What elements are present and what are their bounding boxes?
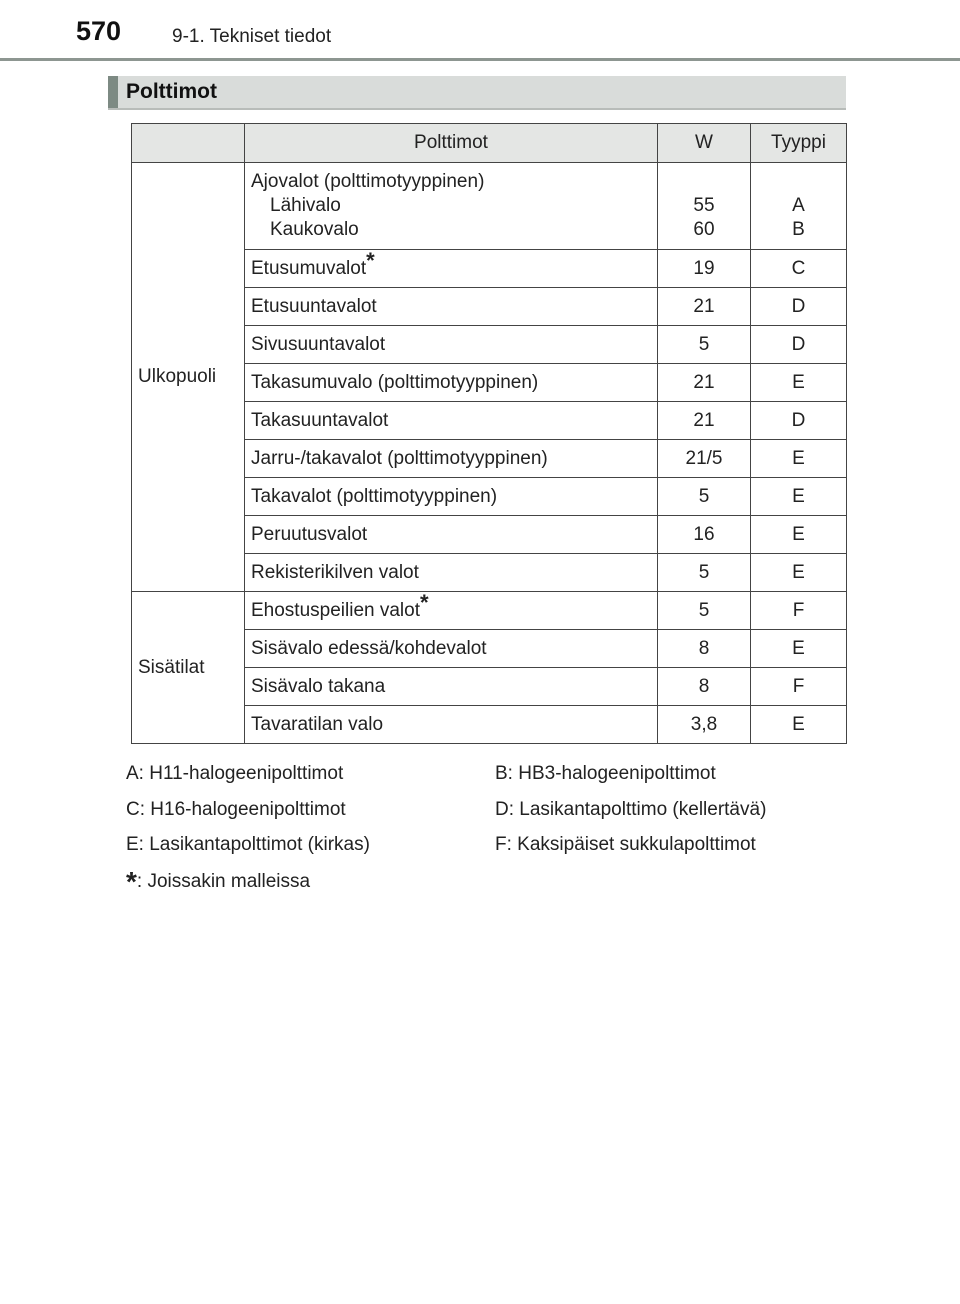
bulb-name-text: Ajovalot (polttimotyyppinen) (251, 171, 485, 192)
table-row (132, 592, 847, 630)
bulb-watts: 8 (658, 630, 751, 668)
bulb-name: Rekisterikilven valot (245, 554, 658, 592)
bulb-type: E (751, 364, 847, 402)
section-heading (108, 76, 846, 110)
bulb-table (131, 123, 847, 744)
bulb-watts (658, 163, 751, 250)
bulb-type: E (751, 516, 847, 554)
legend-item-d: D: Lasikantapolttimo (kellertävä) (495, 799, 767, 820)
header-corner (132, 124, 245, 163)
bulb-type: F (751, 668, 847, 706)
group-label-exterior: Ulkopuoli (132, 163, 245, 592)
bulb-type: C (751, 250, 847, 288)
bulb-watts: 16 (658, 516, 751, 554)
bulb-type: E (751, 478, 847, 516)
bulb-type: E (751, 554, 847, 592)
bulb-watts: 21 (658, 288, 751, 326)
bulb-name: Peruutusvalot (245, 516, 658, 554)
bulb-type (751, 163, 847, 250)
bulb-watts: 3,8 (658, 706, 751, 744)
bulb-watts: 21 (658, 364, 751, 402)
section-accent (108, 76, 118, 108)
bulb-type: D (751, 288, 847, 326)
footnote-marker: * (420, 590, 429, 616)
bulb-name (245, 250, 658, 288)
bulb-name: Sivusuuntavalot (245, 326, 658, 364)
header-bulbs: Polttimot (245, 124, 658, 163)
bulb-watts: 5 (658, 592, 751, 630)
bulb-type: F (751, 592, 847, 630)
footnote-text: : Joissakin malleissa (136, 871, 311, 892)
legend-item-b: B: HB3-halogeenipolttimot (495, 763, 716, 784)
header-watts: W (658, 124, 751, 163)
bulb-watts: 8 (658, 668, 751, 706)
bulb-type: D (751, 326, 847, 364)
footnote-marker: * (366, 248, 375, 274)
bulb-name: Takasumuvalo (polttimotyyppinen) (245, 364, 658, 402)
bulb-watts: 21 (658, 402, 751, 440)
group-label-interior: Sisätilat (132, 592, 245, 744)
bulb-name: Sisävalo edessä/kohdevalot (245, 630, 658, 668)
legend-item-f: F: Kaksipäiset sukkulapolttimot (495, 834, 756, 855)
bulb-name: Takasuuntavalot (245, 402, 658, 440)
bulb-watts: 19 (658, 250, 751, 288)
bulb-watts: 5 (658, 478, 751, 516)
bulb-name: Takavalot (polttimotyyppinen) (245, 478, 658, 516)
page-number: 570 (76, 16, 122, 46)
legend-item-c: C: H16-halogeenipolttimot (126, 799, 346, 820)
type-high-beam: B (792, 219, 805, 240)
bulb-watts: 21/5 (658, 440, 751, 478)
bulb-type: E (751, 630, 847, 668)
header-type: Tyyppi (751, 124, 847, 163)
section-title: Polttimot (126, 80, 217, 103)
bulb-name: Sisävalo takana (245, 668, 658, 706)
bulb-type: D (751, 402, 847, 440)
bulb-name: Etusuuntavalot (245, 288, 658, 326)
footnote (126, 866, 310, 898)
watts-high-beam: 60 (693, 219, 715, 240)
watts-low-beam: 55 (693, 195, 715, 216)
bulb-name (245, 592, 658, 630)
bulb-name (245, 163, 658, 250)
bulb-sub-high-beam: Kaukovalo (270, 219, 359, 240)
chapter-title: 9-1. Tekniset tiedot (172, 26, 332, 47)
table-header-row (132, 124, 847, 163)
bulb-name: Jarru-/takavalot (polttimotyyppinen) (245, 440, 658, 478)
bulb-name-text: Etusumuvalot (251, 257, 367, 279)
legend-item-a: A: H11-halogeenipolttimot (126, 763, 344, 784)
bulb-name-text: Ehostuspeilien valot (251, 599, 420, 621)
bulb-type: E (751, 706, 847, 744)
bulb-type: E (751, 440, 847, 478)
footnote-star: * (126, 866, 137, 897)
bulb-sub-low-beam: Lähivalo (270, 195, 341, 216)
type-low-beam: A (792, 195, 805, 216)
table-row (132, 163, 847, 250)
legend-item-e: E: Lasikantapolttimot (kirkas) (126, 834, 370, 855)
bulb-watts: 5 (658, 554, 751, 592)
header-divider (0, 58, 960, 61)
bulb-name: Tavaratilan valo (245, 706, 658, 744)
bulb-watts: 5 (658, 326, 751, 364)
